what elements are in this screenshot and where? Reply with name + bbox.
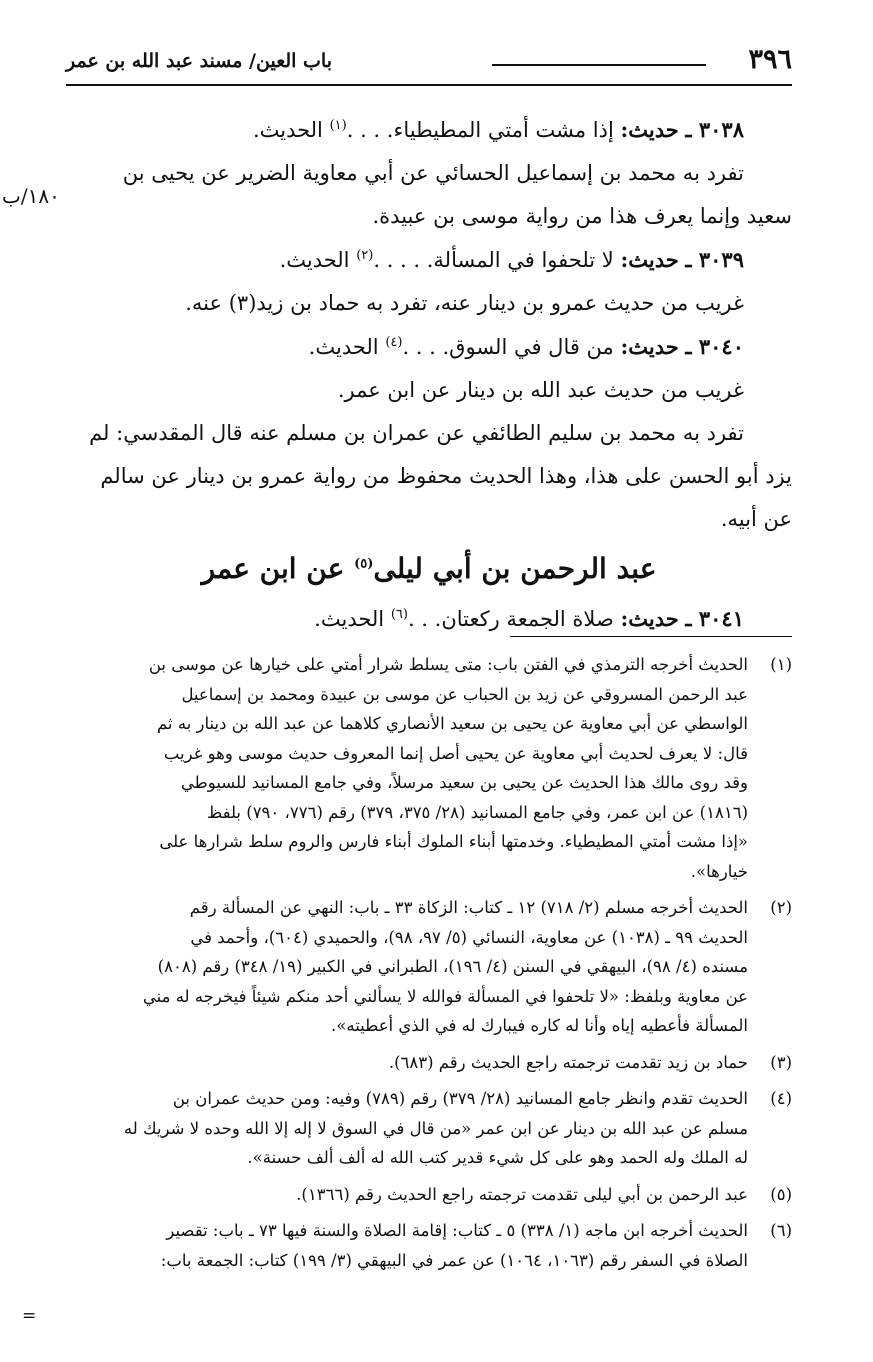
hadith-label: حديث: bbox=[620, 334, 679, 359]
footnote-line: الحديث أخرجه ابن ماجه (١/ ٣٣٨) ٥ ـ كتاب: إقامة الصلاة والسنة فيها ٧٣ ـ باب: تقصير bbox=[166, 1221, 748, 1240]
footnote-line: مسلم عن عبد الله بن دينار عن ابن عمر «من قال في السوق لا إله إلا الله وحده لا شريك له bbox=[123, 1118, 748, 1138]
commentary-line: تفرد به محمد بن سليم الطائفي عن عمران بن مسلم عنه قال المقدسي: لم bbox=[89, 421, 744, 445]
footnote-line: الحديث تقدم وانظر جامع المسانيد (٢٨/ ٣٧٩) رقم (٧٨٩) وفيه: ومن حديث عمران بن bbox=[172, 1089, 748, 1108]
footnote-ref: (٥) bbox=[354, 556, 374, 572]
footnote-number: (١) bbox=[770, 655, 792, 674]
commentary-line: سعيد وإنما يعرف هذا من رواية موسى بن عبيدة. bbox=[372, 204, 792, 228]
footnote-line: الحديث أخرجه الترمذي في الفتن باب: متى يسلط شرار أمتي على خيارها عن موسى بن bbox=[148, 655, 748, 674]
footnote bbox=[66, 893, 792, 1041]
footnote-number: (٤) bbox=[770, 1089, 792, 1108]
hadith-text: من قال في السوق. . . . bbox=[402, 335, 614, 359]
footnote-line: الحديث أخرجه مسلم (٢/ ٧١٨) ١٢ ـ كتاب: الزكاة ٣٣ ـ باب: النهي عن المسألة رقم bbox=[189, 898, 748, 917]
commentary-line: غريب من حديث عمرو بن دينار عنه، تفرد به حماد بن زيد(٣) عنه. bbox=[185, 291, 744, 315]
footnote bbox=[66, 1216, 792, 1275]
hadith-label: حديث: bbox=[620, 117, 679, 142]
hadith-entry bbox=[66, 238, 792, 282]
hadith-number: ٣٠٤٠ ـ bbox=[685, 334, 744, 359]
hadith-tail: الحديث. bbox=[279, 248, 350, 272]
footnote-number: (٦) bbox=[770, 1221, 792, 1240]
footnote-line: حماد بن زيد تقدمت ترجمته راجع الحديث رقم (٦٨٣). bbox=[388, 1052, 748, 1072]
section-title-tail: عن ابن عمر bbox=[201, 552, 345, 585]
footnote-line: عن معاوية وبلفظ: «لا تلحفوا في المسألة فوالله لا يسألني أحد منكم شيئاً فيخرجه له مني bbox=[142, 986, 748, 1006]
footnote bbox=[66, 1180, 792, 1210]
footnote-number: (٢) bbox=[770, 898, 792, 917]
footnote-number: (٣) bbox=[770, 1052, 792, 1072]
hadith-text: إذا مشت أمتي المطيطياء. . . . bbox=[346, 118, 614, 142]
footnote-line: وقد روى مالك هذا الحديث عن يحيى بن سعيد مرسلاً، وفي جامع المسانيد للسيوطي bbox=[180, 773, 748, 792]
hadith-tail: الحديث. bbox=[314, 607, 385, 631]
page-number: ٣٩٦ bbox=[748, 44, 792, 75]
commentary-line: يزد أبو الحسن على هذا، وهذا الحديث محفوظ من رواية عمرو بن دينار عن سالم bbox=[100, 464, 792, 488]
footnotes bbox=[66, 650, 792, 1282]
header-dash bbox=[492, 64, 706, 66]
header-rule bbox=[66, 84, 792, 86]
footnote-line: الحديث ٩٩ ـ (١٠٣٨) عن معاوية، النسائي (٥/ ٩٧، ٩٨)، والحميدي (٦٠٤)، وأحمد في bbox=[190, 927, 748, 947]
hadith-entry bbox=[66, 325, 792, 369]
footnote-line: (١٨١٦) عن ابن عمر، وفي جامع المسانيد (٢٨/ ٣٧٥، ٣٧٩) رقم (٧٧٦، ٧٩٠) بلفظ bbox=[206, 802, 748, 822]
footnote-line: خيارها». bbox=[690, 861, 748, 881]
footnote-line: الصلاة في السفر رقم (١٠٦٣، ١٠٦٤) عن عمر في البيهقي (٣/ ١٩٩) كتاب: الجمعة باب: bbox=[160, 1250, 748, 1270]
commentary-line: غريب من حديث عبد الله بن دينار عن ابن عمر. bbox=[337, 378, 744, 402]
hadith-number: ٣٠٣٩ ـ bbox=[685, 247, 744, 272]
footnote-line: المسألة فأعطيه إياه وأنا له كاره فيبارك له في الذي أعطيته». bbox=[331, 1016, 748, 1035]
footnote-number: (٥) bbox=[770, 1184, 792, 1204]
page-header bbox=[66, 42, 792, 82]
footnote-ref: (٢) bbox=[356, 248, 374, 263]
section-heading bbox=[66, 541, 792, 597]
continuation-mark: = bbox=[22, 1306, 37, 1326]
footnote-line: عبد الرحمن المسروقي عن زيد بن الحباب عن موسى بن عبيدة ومحمد بن إسماعيل bbox=[181, 684, 748, 704]
footnote-ref: (١) bbox=[329, 118, 347, 133]
footnote bbox=[66, 650, 792, 886]
footnote-line: قال: لا يعرف لحديث أبي معاوية عن يحيى أصل إنما المعروف حديث موسى وهو غريب bbox=[163, 743, 748, 763]
hadith-tail: الحديث. bbox=[252, 118, 323, 142]
hadith-number: ٣٠٣٨ ـ bbox=[685, 117, 744, 142]
hadith-entry bbox=[66, 597, 792, 641]
hadith-label: حديث: bbox=[620, 247, 679, 272]
footnote bbox=[66, 1084, 792, 1173]
commentary-line: عن أبيه. bbox=[720, 507, 792, 531]
hadith-text: صلاة الجمعة ركعتان. . . bbox=[407, 607, 614, 631]
hadith-entry bbox=[66, 108, 792, 152]
main-text bbox=[66, 108, 792, 641]
footnote-line: الواسطي عن أبي معاوية عن يحيى بن سعيد الأنصاري كلاهما عن عبد الله بن دينار به ثم bbox=[157, 714, 748, 733]
footnote-ref: (٦) bbox=[390, 607, 408, 622]
footnote-line: «إذا مشت أمتي المطيطياء. وخدمتها أبناء الملوك أبناء فارس والروم سلط شرارها على bbox=[159, 832, 748, 851]
footnote-line: مسنده (٤/ ٩٨)، البيهقي في السنن (٤/ ١٩٦)، الطبراني في الكبير (١٩/ ٣٤٨) رقم (٨٠٨) bbox=[157, 957, 748, 976]
footnote bbox=[66, 1048, 792, 1078]
hadith-label: حديث: bbox=[620, 606, 679, 631]
hadith-tail: الحديث. bbox=[308, 335, 379, 359]
hadith-text: لا تلحفوا في المسألة. . . . . bbox=[373, 248, 614, 272]
hadith-number: ٣٠٤١ ـ bbox=[685, 606, 744, 631]
commentary-line: تفرد به محمد بن إسماعيل الحسائي عن أبي معاوية الضرير عن يحيى بن bbox=[122, 161, 744, 185]
footnote-line: له الملك وله الحمد وهو على كل شيء قدير كتب الله له ألف ألف حسنة». bbox=[247, 1148, 748, 1167]
running-title: باب العين/ مسند عبد الله بن عمر bbox=[66, 50, 332, 72]
footnote-line: عبد الرحمن بن أبي ليلى تقدمت ترجمته راجع الحديث رقم (١٣٦٦). bbox=[296, 1184, 748, 1204]
section-title: عبد الرحمن بن أبي ليلى bbox=[373, 552, 657, 585]
margin-folio-note: ١٨٠/ب bbox=[2, 184, 60, 208]
footnote-ref: (٤) bbox=[385, 335, 403, 350]
footnote-separator bbox=[510, 636, 792, 637]
